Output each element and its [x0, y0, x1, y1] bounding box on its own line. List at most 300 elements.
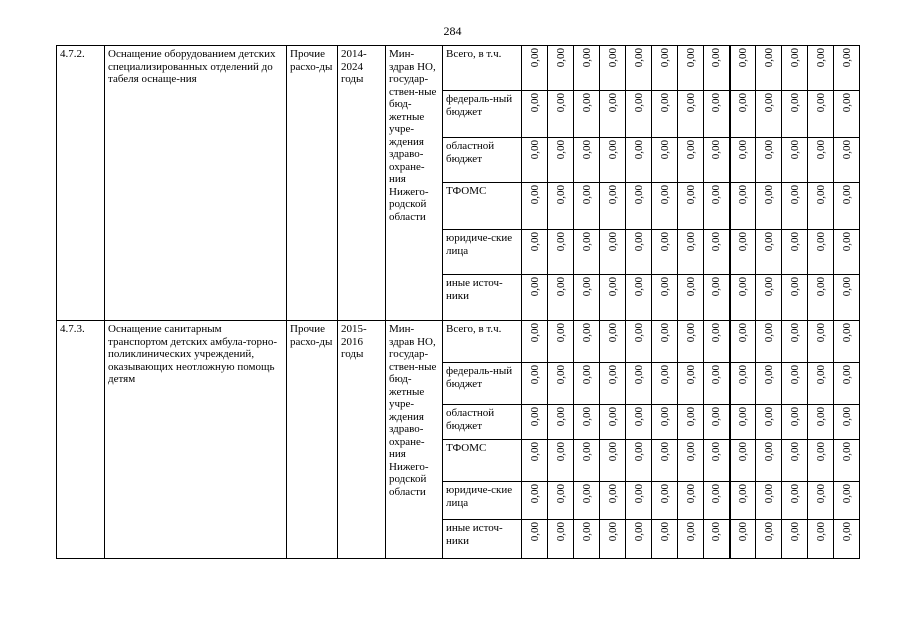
value-cell	[652, 440, 678, 482]
page-number: 284	[443, 24, 462, 38]
value-text: 0,00	[554, 277, 567, 297]
value-text: 0,00	[632, 48, 645, 68]
funding-source: юридиче-ские лица	[443, 482, 522, 520]
value-text: 0,00	[554, 442, 567, 462]
value-text: 0,00	[554, 185, 567, 205]
value-cell	[730, 405, 756, 440]
value-cell	[782, 363, 808, 405]
value-text: 0,00	[762, 140, 775, 160]
value-cell	[756, 275, 782, 321]
value-cell	[808, 520, 834, 559]
value-cell	[652, 363, 678, 405]
value-cell	[834, 183, 860, 230]
value-text: 0,00	[814, 48, 827, 68]
value-text: 0,00	[528, 93, 541, 113]
value-text: 0,00	[632, 484, 645, 504]
value-cell	[678, 440, 704, 482]
value-cell	[678, 46, 704, 91]
value-cell	[834, 321, 860, 363]
value-cell	[704, 138, 730, 183]
value-cell	[678, 482, 704, 520]
value-cell	[730, 440, 756, 482]
value-text: 0,00	[788, 323, 801, 343]
table-row	[57, 321, 860, 363]
value-text: 0,00	[788, 277, 801, 297]
section-number: 4.7.3.	[57, 321, 105, 559]
value-text: 0,00	[580, 232, 593, 252]
value-cell	[652, 230, 678, 275]
funding-source: ТФОМС	[443, 183, 522, 230]
value-cell	[548, 230, 574, 275]
value-text: 0,00	[762, 407, 775, 427]
value-cell	[678, 275, 704, 321]
value-cell	[834, 520, 860, 559]
value-text: 0,00	[580, 407, 593, 427]
value-cell	[782, 91, 808, 138]
value-text: 0,00	[840, 48, 853, 68]
value-cell	[522, 440, 548, 482]
value-text: 0,00	[606, 93, 619, 113]
value-text: 0,00	[528, 140, 541, 160]
value-cell	[730, 183, 756, 230]
value-cell	[756, 321, 782, 363]
value-text: 0,00	[840, 365, 853, 385]
value-cell	[782, 230, 808, 275]
value-text: 0,00	[658, 93, 671, 113]
value-cell	[548, 363, 574, 405]
value-text: 0,00	[736, 93, 749, 113]
value-text: 0,00	[840, 93, 853, 113]
value-text: 0,00	[736, 323, 749, 343]
value-cell	[756, 482, 782, 520]
value-text: 0,00	[580, 365, 593, 385]
value-cell	[704, 91, 730, 138]
value-text: 0,00	[658, 484, 671, 504]
value-cell	[626, 520, 652, 559]
value-text: 0,00	[710, 232, 723, 252]
value-cell	[574, 230, 600, 275]
value-cell	[652, 46, 678, 91]
value-cell	[704, 275, 730, 321]
value-text: 0,00	[684, 140, 697, 160]
value-text: 0,00	[528, 442, 541, 462]
value-cell	[626, 363, 652, 405]
value-cell	[678, 405, 704, 440]
funding-source: ТФОМС	[443, 440, 522, 482]
value-cell	[626, 230, 652, 275]
value-text: 0,00	[554, 365, 567, 385]
value-cell	[756, 183, 782, 230]
value-cell	[782, 275, 808, 321]
value-cell	[522, 91, 548, 138]
value-cell	[600, 91, 626, 138]
value-text: 0,00	[658, 277, 671, 297]
value-cell	[652, 275, 678, 321]
value-cell	[730, 91, 756, 138]
value-text: 0,00	[658, 407, 671, 427]
value-cell	[548, 520, 574, 559]
value-text: 0,00	[606, 365, 619, 385]
value-text: 0,00	[554, 232, 567, 252]
section-executor: Мин-здрав НО, государ-ствен-ные бюд-жетные учре-ждения здраво-охране-ния Нижего-родской области	[386, 46, 443, 321]
value-cell	[834, 230, 860, 275]
value-cell	[756, 363, 782, 405]
value-text: 0,00	[736, 232, 749, 252]
value-text: 0,00	[762, 93, 775, 113]
value-text: 0,00	[528, 277, 541, 297]
value-text: 0,00	[606, 232, 619, 252]
value-cell	[756, 440, 782, 482]
value-cell	[808, 405, 834, 440]
value-text: 0,00	[788, 407, 801, 427]
value-cell	[652, 138, 678, 183]
value-text: 0,00	[606, 522, 619, 542]
value-cell	[782, 405, 808, 440]
value-text: 0,00	[684, 522, 697, 542]
value-text: 0,00	[814, 407, 827, 427]
value-text: 0,00	[762, 522, 775, 542]
value-cell	[574, 275, 600, 321]
value-cell	[522, 363, 548, 405]
value-text: 0,00	[632, 442, 645, 462]
value-cell	[574, 321, 600, 363]
value-cell	[600, 230, 626, 275]
section-executor: Мин-здрав НО, государ-ствен-ные бюд-жетные учре-ждения здраво-охране-ния Нижего-родской области	[386, 321, 443, 559]
value-text: 0,00	[632, 407, 645, 427]
table-row	[57, 46, 860, 91]
value-cell	[730, 46, 756, 91]
value-cell	[704, 230, 730, 275]
value-text: 0,00	[632, 277, 645, 297]
value-text: 0,00	[736, 140, 749, 160]
section-period: 2014-2024 годы	[338, 46, 386, 321]
value-cell	[548, 482, 574, 520]
value-cell	[522, 405, 548, 440]
value-cell	[704, 363, 730, 405]
section-category: Прочие расхо-ды	[287, 46, 338, 321]
value-text: 0,00	[736, 185, 749, 205]
value-cell	[678, 321, 704, 363]
value-cell	[652, 183, 678, 230]
value-text: 0,00	[684, 323, 697, 343]
value-text: 0,00	[580, 140, 593, 160]
value-text: 0,00	[814, 232, 827, 252]
value-text: 0,00	[788, 232, 801, 252]
value-cell	[678, 230, 704, 275]
value-text: 0,00	[658, 48, 671, 68]
section-period: 2015-2016 годы	[338, 321, 386, 559]
value-text: 0,00	[528, 407, 541, 427]
funding-source: иные источ-ники	[443, 275, 522, 321]
value-cell	[626, 275, 652, 321]
value-text: 0,00	[710, 48, 723, 68]
value-text: 0,00	[580, 484, 593, 504]
value-cell	[652, 520, 678, 559]
value-cell	[652, 405, 678, 440]
value-cell	[782, 183, 808, 230]
value-text: 0,00	[684, 484, 697, 504]
value-cell	[808, 482, 834, 520]
value-text: 0,00	[762, 442, 775, 462]
value-text: 0,00	[658, 522, 671, 542]
value-text: 0,00	[684, 365, 697, 385]
value-text: 0,00	[814, 365, 827, 385]
value-text: 0,00	[736, 365, 749, 385]
value-text: 0,00	[710, 140, 723, 160]
value-cell	[626, 440, 652, 482]
value-cell	[626, 183, 652, 230]
value-cell	[730, 138, 756, 183]
value-cell	[574, 520, 600, 559]
value-text: 0,00	[684, 48, 697, 68]
value-cell	[756, 230, 782, 275]
value-text: 0,00	[606, 442, 619, 462]
value-cell	[522, 275, 548, 321]
value-cell	[574, 440, 600, 482]
value-text: 0,00	[684, 232, 697, 252]
value-cell	[626, 91, 652, 138]
value-text: 0,00	[840, 140, 853, 160]
value-text: 0,00	[554, 522, 567, 542]
value-text: 0,00	[840, 522, 853, 542]
value-text: 0,00	[606, 48, 619, 68]
value-text: 0,00	[658, 185, 671, 205]
value-cell	[574, 405, 600, 440]
funding-source: федераль-ный бюджет	[443, 91, 522, 138]
value-cell	[652, 91, 678, 138]
value-text: 0,00	[710, 522, 723, 542]
value-cell	[626, 46, 652, 91]
value-text: 0,00	[710, 93, 723, 113]
value-text: 0,00	[554, 484, 567, 504]
value-text: 0,00	[606, 185, 619, 205]
value-text: 0,00	[658, 442, 671, 462]
value-cell	[652, 321, 678, 363]
value-text: 0,00	[632, 323, 645, 343]
funding-source: Всего, в т.ч.	[443, 321, 522, 363]
value-cell	[730, 520, 756, 559]
value-cell	[808, 321, 834, 363]
value-text: 0,00	[736, 277, 749, 297]
value-text: 0,00	[632, 185, 645, 205]
value-text: 0,00	[710, 407, 723, 427]
value-cell	[522, 520, 548, 559]
value-text: 0,00	[840, 185, 853, 205]
value-text: 0,00	[840, 277, 853, 297]
value-cell	[808, 138, 834, 183]
value-cell	[652, 482, 678, 520]
value-text: 0,00	[580, 48, 593, 68]
value-text: 0,00	[554, 48, 567, 68]
value-text: 0,00	[762, 484, 775, 504]
value-cell	[704, 321, 730, 363]
value-cell	[600, 321, 626, 363]
value-cell	[756, 405, 782, 440]
value-text: 0,00	[632, 232, 645, 252]
funding-source: федераль-ный бюджет	[443, 363, 522, 405]
value-cell	[834, 138, 860, 183]
value-text: 0,00	[684, 277, 697, 297]
value-cell	[808, 46, 834, 91]
value-cell	[548, 46, 574, 91]
value-text: 0,00	[814, 442, 827, 462]
section-number: 4.7.2.	[57, 46, 105, 321]
value-cell	[834, 46, 860, 91]
value-text: 0,00	[814, 93, 827, 113]
value-cell	[782, 321, 808, 363]
value-cell	[548, 440, 574, 482]
value-text: 0,00	[658, 365, 671, 385]
value-text: 0,00	[684, 185, 697, 205]
value-cell	[834, 363, 860, 405]
value-text: 0,00	[814, 522, 827, 542]
value-text: 0,00	[736, 442, 749, 462]
value-cell	[704, 482, 730, 520]
section-category: Прочие расхо-ды	[287, 321, 338, 559]
value-cell	[522, 138, 548, 183]
value-text: 0,00	[710, 484, 723, 504]
value-text: 0,00	[788, 93, 801, 113]
value-cell	[704, 440, 730, 482]
value-text: 0,00	[788, 48, 801, 68]
value-cell	[808, 363, 834, 405]
value-cell	[548, 275, 574, 321]
value-text: 0,00	[580, 323, 593, 343]
value-text: 0,00	[840, 442, 853, 462]
value-text: 0,00	[762, 277, 775, 297]
value-cell	[704, 520, 730, 559]
value-cell	[808, 440, 834, 482]
value-text: 0,00	[580, 522, 593, 542]
value-cell	[574, 363, 600, 405]
value-text: 0,00	[840, 407, 853, 427]
value-text: 0,00	[762, 365, 775, 385]
value-cell	[600, 520, 626, 559]
value-text: 0,00	[684, 442, 697, 462]
value-text: 0,00	[554, 140, 567, 160]
value-text: 0,00	[580, 185, 593, 205]
value-cell	[704, 46, 730, 91]
value-cell	[626, 138, 652, 183]
funding-source: Всего, в т.ч.	[443, 46, 522, 91]
value-text: 0,00	[788, 365, 801, 385]
value-text: 0,00	[658, 140, 671, 160]
value-text: 0,00	[580, 277, 593, 297]
value-cell	[834, 275, 860, 321]
value-cell	[522, 46, 548, 91]
value-cell	[548, 405, 574, 440]
value-cell	[834, 440, 860, 482]
value-cell	[600, 405, 626, 440]
value-text: 0,00	[814, 484, 827, 504]
value-cell	[808, 91, 834, 138]
value-cell	[600, 275, 626, 321]
value-text: 0,00	[710, 185, 723, 205]
value-cell	[600, 46, 626, 91]
value-cell	[600, 138, 626, 183]
value-text: 0,00	[554, 323, 567, 343]
section-name: Оснащение оборудованием детских специализированных отделений до табеля оснаще-ния	[105, 46, 287, 321]
value-text: 0,00	[606, 140, 619, 160]
value-text: 0,00	[658, 232, 671, 252]
value-text: 0,00	[762, 48, 775, 68]
value-text: 0,00	[736, 48, 749, 68]
value-cell	[574, 46, 600, 91]
value-text: 0,00	[814, 185, 827, 205]
value-cell	[678, 520, 704, 559]
value-cell	[756, 46, 782, 91]
value-text: 0,00	[528, 484, 541, 504]
value-text: 0,00	[762, 185, 775, 205]
value-text: 0,00	[606, 277, 619, 297]
value-cell	[756, 91, 782, 138]
value-cell	[730, 275, 756, 321]
budget-table	[56, 45, 860, 559]
funding-source: иные источ-ники	[443, 520, 522, 559]
value-text: 0,00	[710, 442, 723, 462]
value-cell	[548, 91, 574, 138]
value-text: 0,00	[632, 93, 645, 113]
value-text: 0,00	[528, 365, 541, 385]
value-cell	[782, 138, 808, 183]
value-cell	[782, 46, 808, 91]
funding-source: областной бюджет	[443, 405, 522, 440]
value-text: 0,00	[814, 277, 827, 297]
value-text: 0,00	[684, 407, 697, 427]
value-cell	[522, 482, 548, 520]
value-cell	[574, 183, 600, 230]
value-cell	[548, 321, 574, 363]
value-cell	[626, 482, 652, 520]
value-text: 0,00	[658, 323, 671, 343]
funding-source: юридиче-ские лица	[443, 230, 522, 275]
value-cell	[782, 482, 808, 520]
value-text: 0,00	[632, 365, 645, 385]
value-text: 0,00	[580, 93, 593, 113]
value-text: 0,00	[710, 365, 723, 385]
value-text: 0,00	[580, 442, 593, 462]
value-cell	[808, 230, 834, 275]
value-text: 0,00	[606, 323, 619, 343]
value-cell	[782, 440, 808, 482]
funding-source: областной бюджет	[443, 138, 522, 183]
value-cell	[574, 482, 600, 520]
value-text: 0,00	[814, 140, 827, 160]
value-cell	[730, 321, 756, 363]
value-cell	[600, 363, 626, 405]
value-text: 0,00	[606, 407, 619, 427]
value-cell	[548, 183, 574, 230]
value-cell	[756, 138, 782, 183]
value-text: 0,00	[736, 407, 749, 427]
value-cell	[730, 230, 756, 275]
value-cell	[756, 520, 782, 559]
value-cell	[808, 183, 834, 230]
value-cell	[678, 91, 704, 138]
value-text: 0,00	[554, 407, 567, 427]
value-cell	[678, 363, 704, 405]
value-cell	[730, 482, 756, 520]
value-text: 0,00	[632, 522, 645, 542]
value-cell	[522, 321, 548, 363]
value-text: 0,00	[840, 232, 853, 252]
value-text: 0,00	[528, 323, 541, 343]
value-text: 0,00	[736, 484, 749, 504]
value-cell	[834, 482, 860, 520]
value-cell	[678, 183, 704, 230]
value-cell	[678, 138, 704, 183]
value-text: 0,00	[788, 185, 801, 205]
